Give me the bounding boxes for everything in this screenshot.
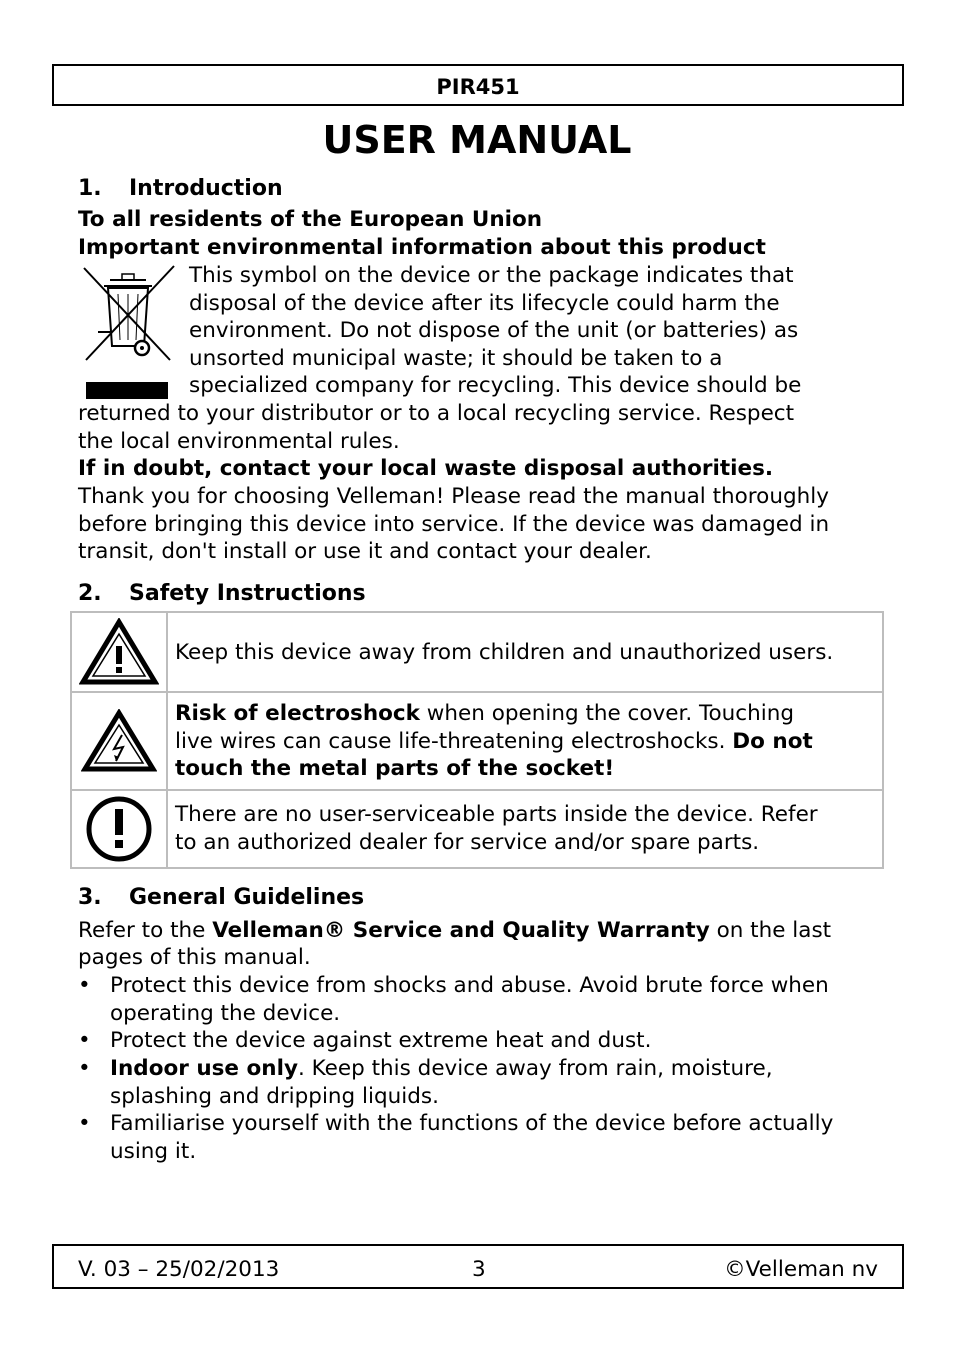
model-number: PIR451 — [436, 75, 520, 99]
section-1-title: Introduction — [129, 176, 283, 201]
exclamation-circle-icon — [72, 791, 168, 867]
safety-row-3-line-1: There are no user-serviceable parts inside the device. Refer — [175, 802, 818, 827]
bullet-3-line-2: splashing and dripping liquids. — [110, 1084, 439, 1109]
thanks-line-3: transit, don't install or use it and contact your dealer. — [78, 539, 652, 564]
bullet-4-line-1: Familiarise yourself with the functions of the device before actually — [110, 1111, 834, 1136]
bullet-4-marker: • — [78, 1111, 91, 1136]
header-box — [52, 64, 904, 106]
weee-cont-line-2: the local environmental rules. — [78, 429, 400, 454]
bullet-2-line-1: Protect the device against extreme heat and dust. — [110, 1028, 652, 1053]
eu-residents-line: To all residents of the European Union — [78, 207, 543, 232]
weee-text-line-2: disposal of the device after its lifecycle could harm the — [189, 291, 780, 316]
section-2-heading — [78, 580, 366, 608]
section-3-number: 3. — [78, 885, 102, 910]
section-2-number: 2. — [78, 581, 102, 606]
section-1-heading — [78, 175, 283, 203]
footer-copyright: ©Velleman nv — [724, 1257, 878, 1282]
safety-row-2-line-1 — [175, 700, 794, 728]
weee-text-line-5: specialized company for recycling. This device should be — [189, 373, 802, 398]
safety-row-service — [72, 791, 882, 867]
safety-row-2-line-3: touch the metal parts of the socket! — [175, 756, 615, 781]
safety-row-electroshock — [72, 693, 882, 791]
safety-table — [70, 611, 884, 869]
weee-text-line-1: This symbol on the device or the package indicates that — [189, 263, 794, 288]
bullet-1-line-1: Protect this device from shocks and abuse. Avoid brute force when — [110, 973, 829, 998]
guidelines-intro-line-2: pages of this manual. — [78, 945, 311, 970]
weee-text-line-3: environment. Do not dispose of the unit (or batteries) as — [189, 318, 799, 343]
weee-cont-line-1: returned to your distributor or to a local recycling service. Respect — [78, 401, 795, 426]
bullet-4-line-2: using it. — [110, 1139, 197, 1164]
bullet-1-marker: • — [78, 973, 91, 998]
safety-row-1-text: Keep this device away from children and unauthorized users. — [175, 640, 834, 665]
guidelines-intro-line-1 — [78, 917, 831, 945]
section-1-number: 1. — [78, 176, 102, 201]
electroshock-text-2: live wires can cause life-threatening electroshocks. — [175, 729, 733, 754]
safety-row-children — [72, 613, 882, 693]
electric-hazard-icon — [72, 693, 168, 789]
section-2-title: Safety Instructions — [129, 581, 366, 606]
footer-box — [52, 1244, 904, 1289]
section-3-heading — [78, 884, 364, 912]
bullet-1-line-2: operating the device. — [110, 1001, 341, 1026]
weee-bin-icon — [80, 262, 176, 402]
do-not-bold: Do not — [732, 729, 813, 754]
safety-row-2-line-2 — [175, 728, 813, 756]
bullet-2-marker: • — [78, 1028, 91, 1053]
electroshock-risk-bold: Risk of electroshock — [175, 701, 420, 726]
guidelines-intro-post: on the last — [709, 918, 832, 943]
bullet-3-line-1 — [110, 1055, 773, 1083]
weee-text-line-4: unsorted municipal waste; it should be taken to a — [189, 346, 723, 371]
env-info-line: Important environmental information about this product — [78, 235, 766, 260]
footer-version: V. 03 – 25/02/2013 — [78, 1257, 280, 1282]
warning-triangle-icon — [72, 613, 168, 691]
section-3-title: General Guidelines — [129, 885, 365, 910]
doubt-line: If in doubt, contact your local waste disposal authorities. — [78, 456, 774, 481]
thanks-line-2: before bringing this device into service. If the device was damaged in — [78, 512, 830, 537]
bullet-3-marker: • — [78, 1056, 91, 1081]
warranty-bold: Velleman® Service and Quality Warranty — [212, 918, 710, 943]
page-title: USER MANUAL — [322, 118, 632, 162]
footer-page-number: 3 — [472, 1257, 486, 1282]
guidelines-intro-pre: Refer to the — [78, 918, 213, 943]
indoor-use-rest: . Keep this device away from rain, moisture, — [297, 1056, 773, 1081]
indoor-use-bold: Indoor use only — [110, 1056, 298, 1081]
safety-row-3-line-2: to an authorized dealer for service and/or spare parts. — [175, 830, 760, 855]
thanks-line-1: Thank you for choosing Velleman! Please read the manual thoroughly — [78, 484, 829, 509]
electroshock-text-1: when opening the cover. Touching — [419, 701, 794, 726]
